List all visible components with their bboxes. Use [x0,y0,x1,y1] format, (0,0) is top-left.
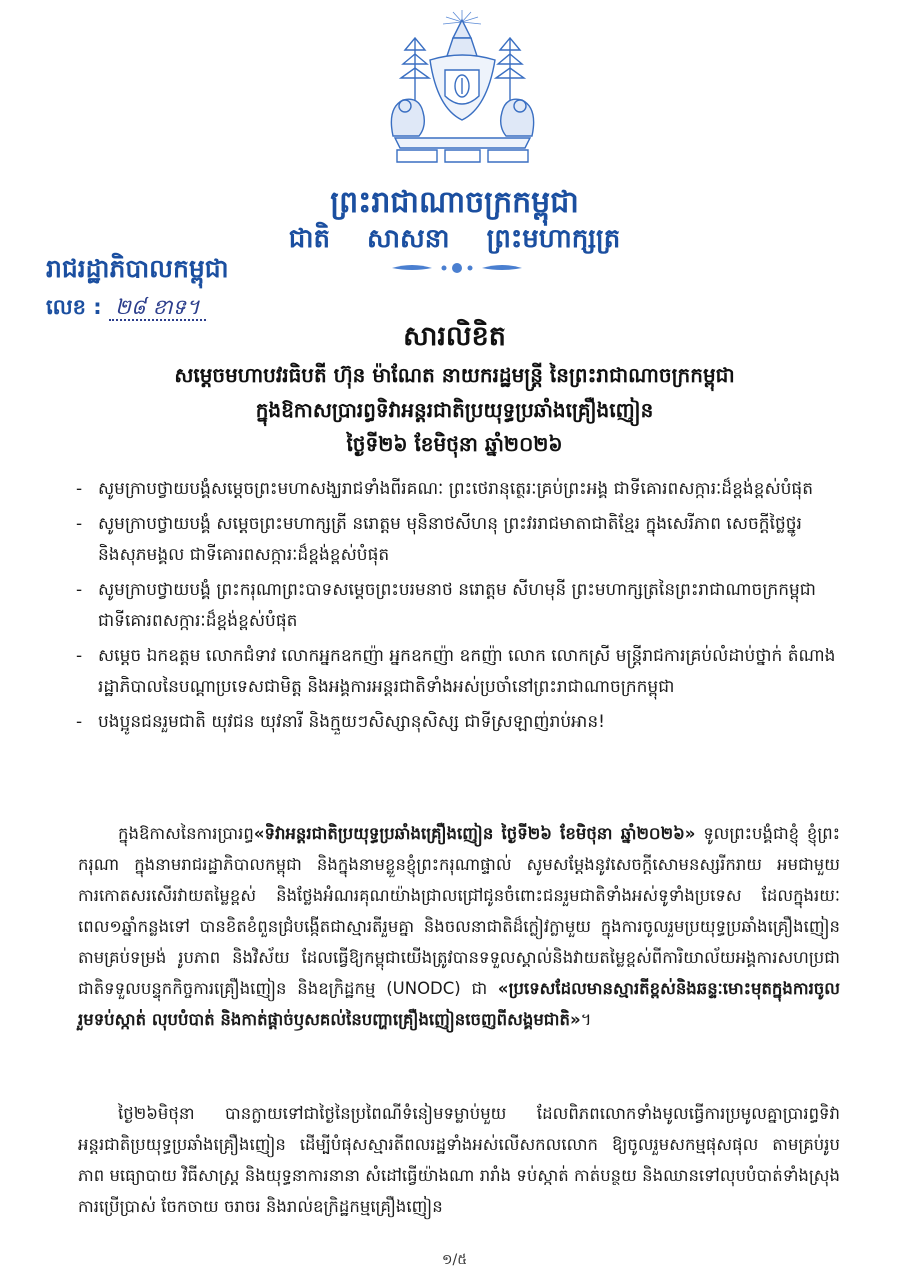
paragraph-1-body: ទូលព្រះបង្គំជាខ្ញុំ ខ្ញុំព្រះករុណា ក្នុងនាមរាជរដ្ឋាភិបាលកម្ពុជា និងក្នុងនាមខ្លួនខ្ញុំព្រះករុណាផ្ទាល់ សូមសម្តែងនូវសេចក្តីសោមនស្សរីករាយ អមជាមួយការកោតសរសើរវាយតម្លៃខ្ពស់ និងថ្លែងអំណរគុណយ៉ាងជ្រាលជ្រៅជូនចំពោះជនរួមជាតិទាំងអស់ទូទាំងប្រទេស ដែលក្នុងរយៈពេល១ឆ្នាំកន្លងទៅ បានខិតខំពួនជ្រំបង្កើតជាស្មារតីរួមគ្នា និងចលនាជាតិដ៏ក្លៀវក្លាមួយ ក្នុងការចូលរួមប្រយុទ្ធប្រឆាំងគ្រឿងញៀន តាមគ្រប់ទម្រង់ រូបភាព និងវិស័យ ដែលធ្វើឱ្យកម្ពុជាយើងត្រូវបានទទួលស្គាល់និងវាយតម្លៃខ្ពស់ពីការិយាល័យអង្គការសហប្រជាជាតិទទួលបន្ទុកកិច្ចការគ្រឿងញៀន និងឧក្រិដ្ឋកម្ម (UNODC) ជា [78,824,840,998]
salutation-list [98,474,838,742]
reference-label: លេខ : [46,295,102,319]
document-title: សារលិខិត [403,321,506,352]
page-number: ១/៥ [441,1252,468,1268]
ornament-divider-icon [392,258,522,278]
paragraph-1-intro: ក្នុងឱកាសនៃការប្រារព្ធ [118,824,254,843]
kingdom-name: ព្រះរាជាណាចក្រកម្ពុជា [330,185,579,220]
national-motto: ជាតិ សាសនា ព្រះមហាក្សត្រ [288,224,621,254]
salutation-item: - សូមក្រាបថ្វាយបង្គំ ព្រះករុណាព្រះបាទសម្តេចព្រះបរមនាថ នរោត្តម សីហមុនី ព្រះមហាក្សត្រនៃព្រះរាជាណាចក្រកម្ពុជា ជាទីគោរពសក្ការៈដ៏ខ្ពង់ខ្ពស់បំផុត [98,575,838,637]
paragraph-1-end: ។ [580,1010,592,1029]
reference-number: ២៨ ខាទ។ [109,295,206,321]
salutation-item: - សូមក្រាបថ្វាយបង្គំ សម្តេចព្រះមហាក្សត្រី នរោត្តម មុនិនាថសីហនុ ព្រះវររាជមាតាជាតិខ្មែរ ក្នុងសេរីភាព សេចក្តីថ្លៃថ្នូរ និងសុភមង្គល ជាទីគោរពសក្ការៈដ៏ខ្ពង់ខ្ពស់បំផុត [98,509,838,571]
paragraph-1-quote: «ប្រទេសដែលមានស្មារតីខ្ពស់និងឆន្ទៈមោះមុតក្នុងការចូលរួមទប់ស្កាត់ លុបបំបាត់ និងកាត់ផ្តាច់ឫសគល់នៃបញ្ហាគ្រឿងញៀនចេញពីសង្គមជាតិ» [78,979,840,1029]
salutation-item: - បងប្អូនជនរួមជាតិ យុវជន យុវនារី និងក្មួយៗសិស្សានុសិស្ស ជាទីស្រឡាញ់រាប់អាន! [98,707,838,738]
salutation-item: - សូមក្រាបថ្វាយបង្គំសម្តេចព្រះមហាសង្ឃរាជទាំងពីរគណៈ ព្រះថេរានុត្ថេរៈគ្រប់ព្រះអង្គ ជាទីគោរពសក្ការៈដ៏ខ្ពង់ខ្ពស់បំផុត [98,474,838,505]
title-line-2: ក្នុងឱកាសប្រារព្ធទិវាអន្តរជាតិប្រយុទ្ធប្រឆាំងគ្រឿងញៀន [255,398,654,422]
paragraph-1-event: «ទិវាអន្តរជាតិប្រយុទ្ធប្រឆាំងគ្រឿងញៀន ថ្ងៃទី២៦ ខែមិថុនា ឆ្នាំ២០២៦» [253,824,696,843]
paragraph-1 [78,818,840,1035]
paragraph-2 [78,1098,840,1222]
title-line-3: ថ្ងៃទី២៦ ខែមិថុនា ឆ្នាំ២០២៦ [346,432,563,456]
government-name: រាជរដ្ឋាភិបាលកម្ពុជា [46,254,229,283]
salutation-item: - សម្តេច ឯកឧត្តម លោកជំទាវ លោកអ្នកឧកញ៉ា អ្នកឧកញ៉ា ឧកញ៉ា លោក លោកស្រី មន្ត្រីរាជការគ្រប់លំដាប់ថ្នាក់ តំណាងរដ្ឋាភិបាលនៃបណ្តាប្រទេសជាមិត្ត និងអង្គការអន្តរជាតិទាំងអស់ប្រចាំនៅព្រះរាជាណាចក្រកម្ពុជា [98,641,838,703]
royal-coat-of-arms-icon [375,8,550,168]
title-line-1: សម្តេចមហាបវរធិបតី ហ៊ុន ម៉ាណែត នាយករដ្ឋមន្ត្រី នៃព្រះរាជាណាចក្រកម្ពុជា [174,363,735,387]
paragraph-2-text: ថ្ងៃ២៦មិថុនា បានក្លាយទៅជាថ្ងៃនៃប្រពៃណីទំនៀមទម្លាប់មួយ ដែលពិភពលោកទាំងមូលធ្វើការប្រមូលគ្នាប្រារព្ធទិវាអន្តរជាតិប្រយុទ្ធប្រឆាំងគ្រឿងញៀន ដើម្បីបំផុសស្មារតីពលរដ្ឋទាំងអស់លើសកលលោក ឱ្យចូលរួមសកម្មផុសផុល តាមគ្រប់រូបភាព មធ្យោបាយ វិធីសាស្ត្រ និងយុទ្ធនាការនានា សំដៅធ្វើយ៉ាងណា រារាំង ទប់ស្កាត់ កាត់បន្ថយ និងឈានទៅលុបបំបាត់ទាំងស្រុង ការប្រើប្រាស់ ចែកចាយ ចរាចរ និងរាល់ឧក្រិដ្ឋកម្មគ្រឿងញៀន [78,1104,840,1216]
